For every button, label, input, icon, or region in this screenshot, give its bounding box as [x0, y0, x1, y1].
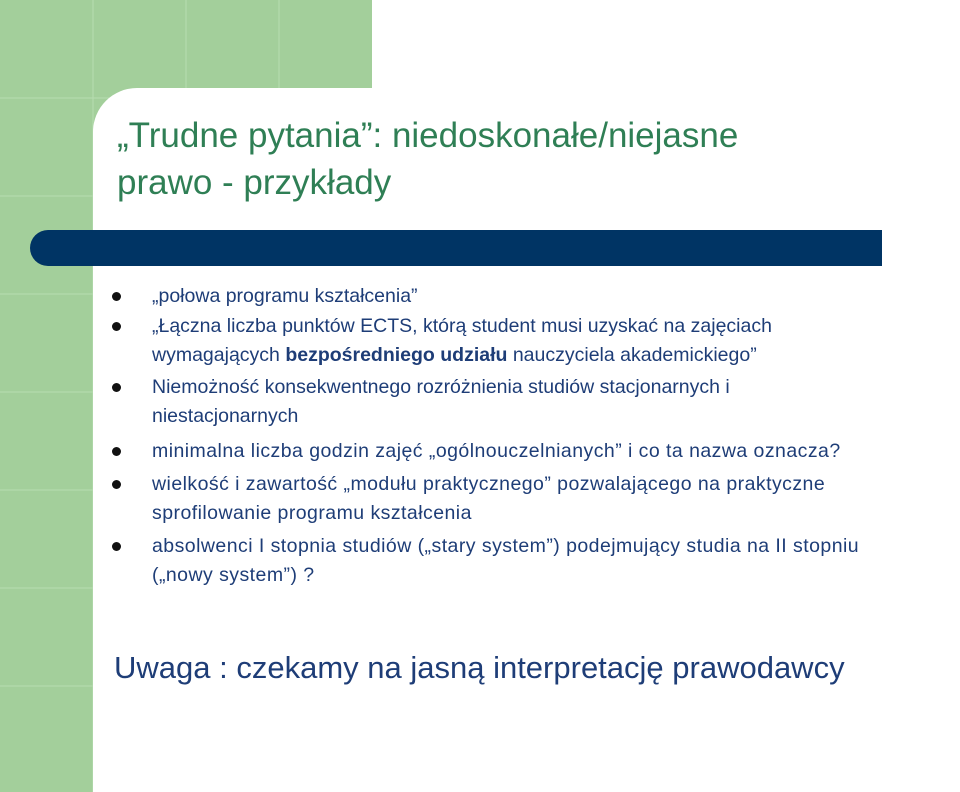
- slide-title-line-1: „Trudne pytania”: niedoskonałe/niejasne: [117, 116, 739, 155]
- bullet-text: absolwenci I stopnia studiów („stary system”) podejmujący studia na II stopniu: [152, 535, 860, 557]
- bullet-dot-icon: [112, 383, 121, 392]
- bullet-text: Niemożność konsekwentnego rozróżnienia studiów stacjonarnych i: [152, 376, 730, 398]
- bullet-dot-icon: [112, 480, 121, 489]
- slide-title-line-2: prawo - przykłady: [117, 163, 392, 202]
- bullet-text: wielkość i zawartość „modułu praktycznego” pozwalającego na praktyczne: [152, 473, 826, 495]
- bullet-item: [152, 312, 958, 370]
- bullet-dot-icon: [112, 292, 121, 301]
- bullet-dot-icon: [112, 542, 121, 551]
- bullet-text: minimalna liczba godzin zajęć „ogólnouczelnianych” i co ta nazwa oznacza?: [152, 440, 841, 462]
- bullet-item: [152, 373, 958, 431]
- bullet-item: [152, 437, 958, 466]
- bullet-text-part: nauczyciela akademickiego”: [507, 344, 757, 366]
- bullet-text: „Łączna liczba punktów ECTS, którą student musi uzyskać na zajęciach: [152, 315, 772, 337]
- bullet-dot-icon: [112, 447, 121, 456]
- bullet-item: [152, 282, 958, 311]
- bullet-text-part: wymagających: [152, 344, 286, 366]
- bullet-text-emphasis: bezpośredniego udziału: [285, 344, 508, 366]
- bullet-text-continued: sprofilowanie programu kształcenia: [152, 502, 472, 524]
- bullet-dot-icon: [112, 322, 121, 331]
- bullet-text: „połowa programu kształcenia”: [152, 285, 418, 307]
- bullet-text-continued: niestacjonarnych: [152, 405, 299, 427]
- bullet-text-continued: („nowy system”) ?: [152, 564, 315, 586]
- closing-note: Uwaga : czekamy na jasną interpretację prawodawcy: [114, 650, 845, 685]
- bullet-item: [152, 532, 958, 590]
- bullet-item: [152, 470, 958, 528]
- bullet-text-continued: [152, 341, 958, 370]
